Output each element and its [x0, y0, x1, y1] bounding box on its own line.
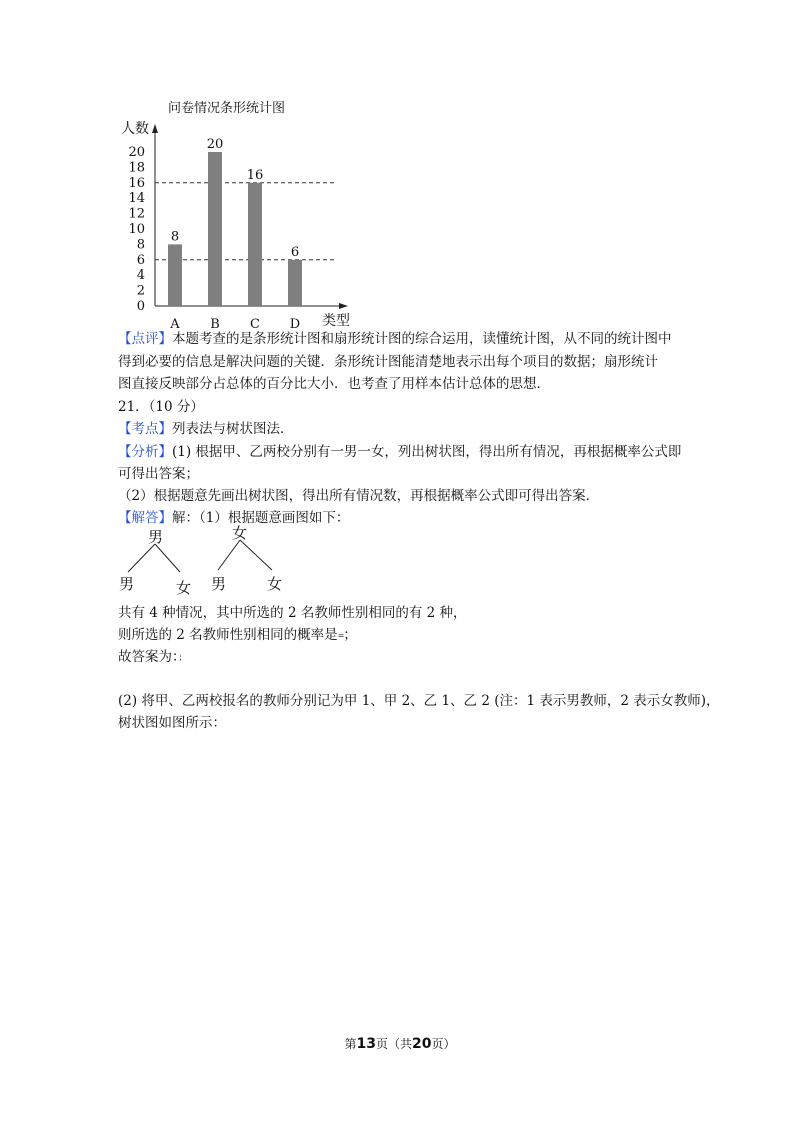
part2-line-2: 树状图如图所示：	[118, 715, 226, 731]
jieda-tag: 【解答】	[118, 510, 172, 526]
kaodian-line	[118, 418, 294, 441]
x-axis-arrow	[339, 303, 348, 309]
tree-leaf-2-left: 男	[211, 575, 227, 593]
y-axis-arrow	[152, 124, 158, 133]
tree-branch	[240, 540, 272, 570]
y-tick-label: 6	[136, 252, 145, 268]
y-tick-label: 20	[128, 145, 145, 160]
footer-middle: 页（共	[375, 1037, 412, 1051]
x-tick-label-C: C	[250, 317, 260, 332]
answer-text-2: 则所选的 2 名教师性别相同的概率是	[118, 627, 338, 643]
answer-text-3: 故答案为：	[118, 649, 179, 665]
chart-title: 问卷情况条形统计图	[168, 101, 286, 116]
comment-text-1: 本题考查的是条形统计图和扇形统计图的综合运用，读懂统计图，从不同的统计图中	[172, 331, 672, 347]
tree-branch	[218, 540, 240, 570]
tree-branch	[128, 544, 155, 572]
comment-line-2: 得到必要的信息是解决问题的关键．条形统计图能清楚地表示出每个项目的数据；扇形统计	[118, 354, 658, 370]
chart-x-axis-label: 类型	[322, 313, 350, 329]
fenxi-line-2: 可得出答案；	[118, 466, 199, 482]
part2-line-1: (2) 将甲、乙两校报名的教师分别记为甲 1、甲 2、乙 1、乙 2 (注：1 表示男教师，2 表示女教师)，	[118, 693, 720, 709]
answer-line-1: 共有 4 种情况，其中所选的 2 名教师性别相同的有 2 种，	[118, 605, 467, 621]
bar-C	[248, 183, 262, 306]
page-number: 13	[356, 1036, 376, 1052]
y-tick-label: 14	[128, 191, 145, 207]
tree-leaf-2-right: 女	[267, 575, 283, 593]
jieda-text: 解：（1）根据题意画图如下：	[172, 510, 350, 526]
answer-line-2	[118, 624, 357, 647]
data-label-C: 16	[246, 167, 264, 183]
tree-root-2: 女	[232, 524, 248, 542]
page-total: 20	[412, 1036, 432, 1052]
bar-A	[168, 244, 182, 306]
y-tick-label: 16	[128, 175, 145, 191]
fenxi-line-3: （2）根据题意先画出树状图，得出所有情况数，再根据概率公式即可得出答案．	[118, 488, 600, 504]
tree-leaf-1-left: 男	[119, 575, 135, 593]
y-tick-label: 18	[128, 160, 145, 176]
answer-line-3	[118, 646, 186, 669]
comment-tag: 【点评】	[118, 331, 172, 347]
y-tick-label: 12	[128, 206, 145, 222]
y-tick-label: 0	[136, 299, 145, 314]
y-tick-label: 8	[136, 237, 145, 253]
fenxi-line-1	[118, 441, 681, 464]
x-tick-label-D: D	[289, 317, 301, 332]
chart-y-axis-label: 人数	[121, 121, 149, 137]
answer-text-2-end: ；	[343, 627, 357, 643]
bar-chart	[0, 0, 800, 340]
kaodian-text: 列表法与树状图法．	[172, 421, 294, 437]
tree-root-1: 男	[148, 528, 164, 546]
bar-D	[288, 260, 302, 306]
x-tick-label-B: B	[210, 317, 220, 332]
answer-fraction-2: ；	[178, 653, 186, 662]
footer-prefix: 第	[344, 1037, 357, 1051]
comment-line-1	[118, 328, 672, 351]
kaodian-tag: 【考点】	[118, 421, 172, 437]
tree-branch	[155, 544, 180, 572]
comment-line-3: 图直接反映部分占总体的百分比大小．也考查了用样本估计总体的思想．	[118, 376, 550, 392]
data-label-D: 6	[290, 244, 300, 260]
answer-fraction-1: =	[337, 631, 344, 640]
bar-B	[208, 152, 222, 306]
tree-leaf-1-right: 女	[176, 579, 192, 597]
y-tick-label: 2	[136, 283, 145, 299]
footer-suffix: 页）	[431, 1037, 456, 1051]
data-label-B: 20	[206, 137, 224, 152]
question-number: 21．（10 分）	[118, 399, 204, 415]
y-tick-label: 4	[136, 268, 145, 284]
x-tick-label-A: A	[170, 317, 180, 332]
data-label-A: 8	[170, 229, 180, 245]
fenxi-text-1: (1) 根据甲、乙两校分别有一男一女，列出树状图，得出所有情况，再根据概率公式即	[172, 444, 682, 460]
y-tick-label: 10	[128, 222, 145, 237]
page-footer	[0, 1035, 800, 1052]
fenxi-tag: 【分析】	[118, 444, 172, 460]
